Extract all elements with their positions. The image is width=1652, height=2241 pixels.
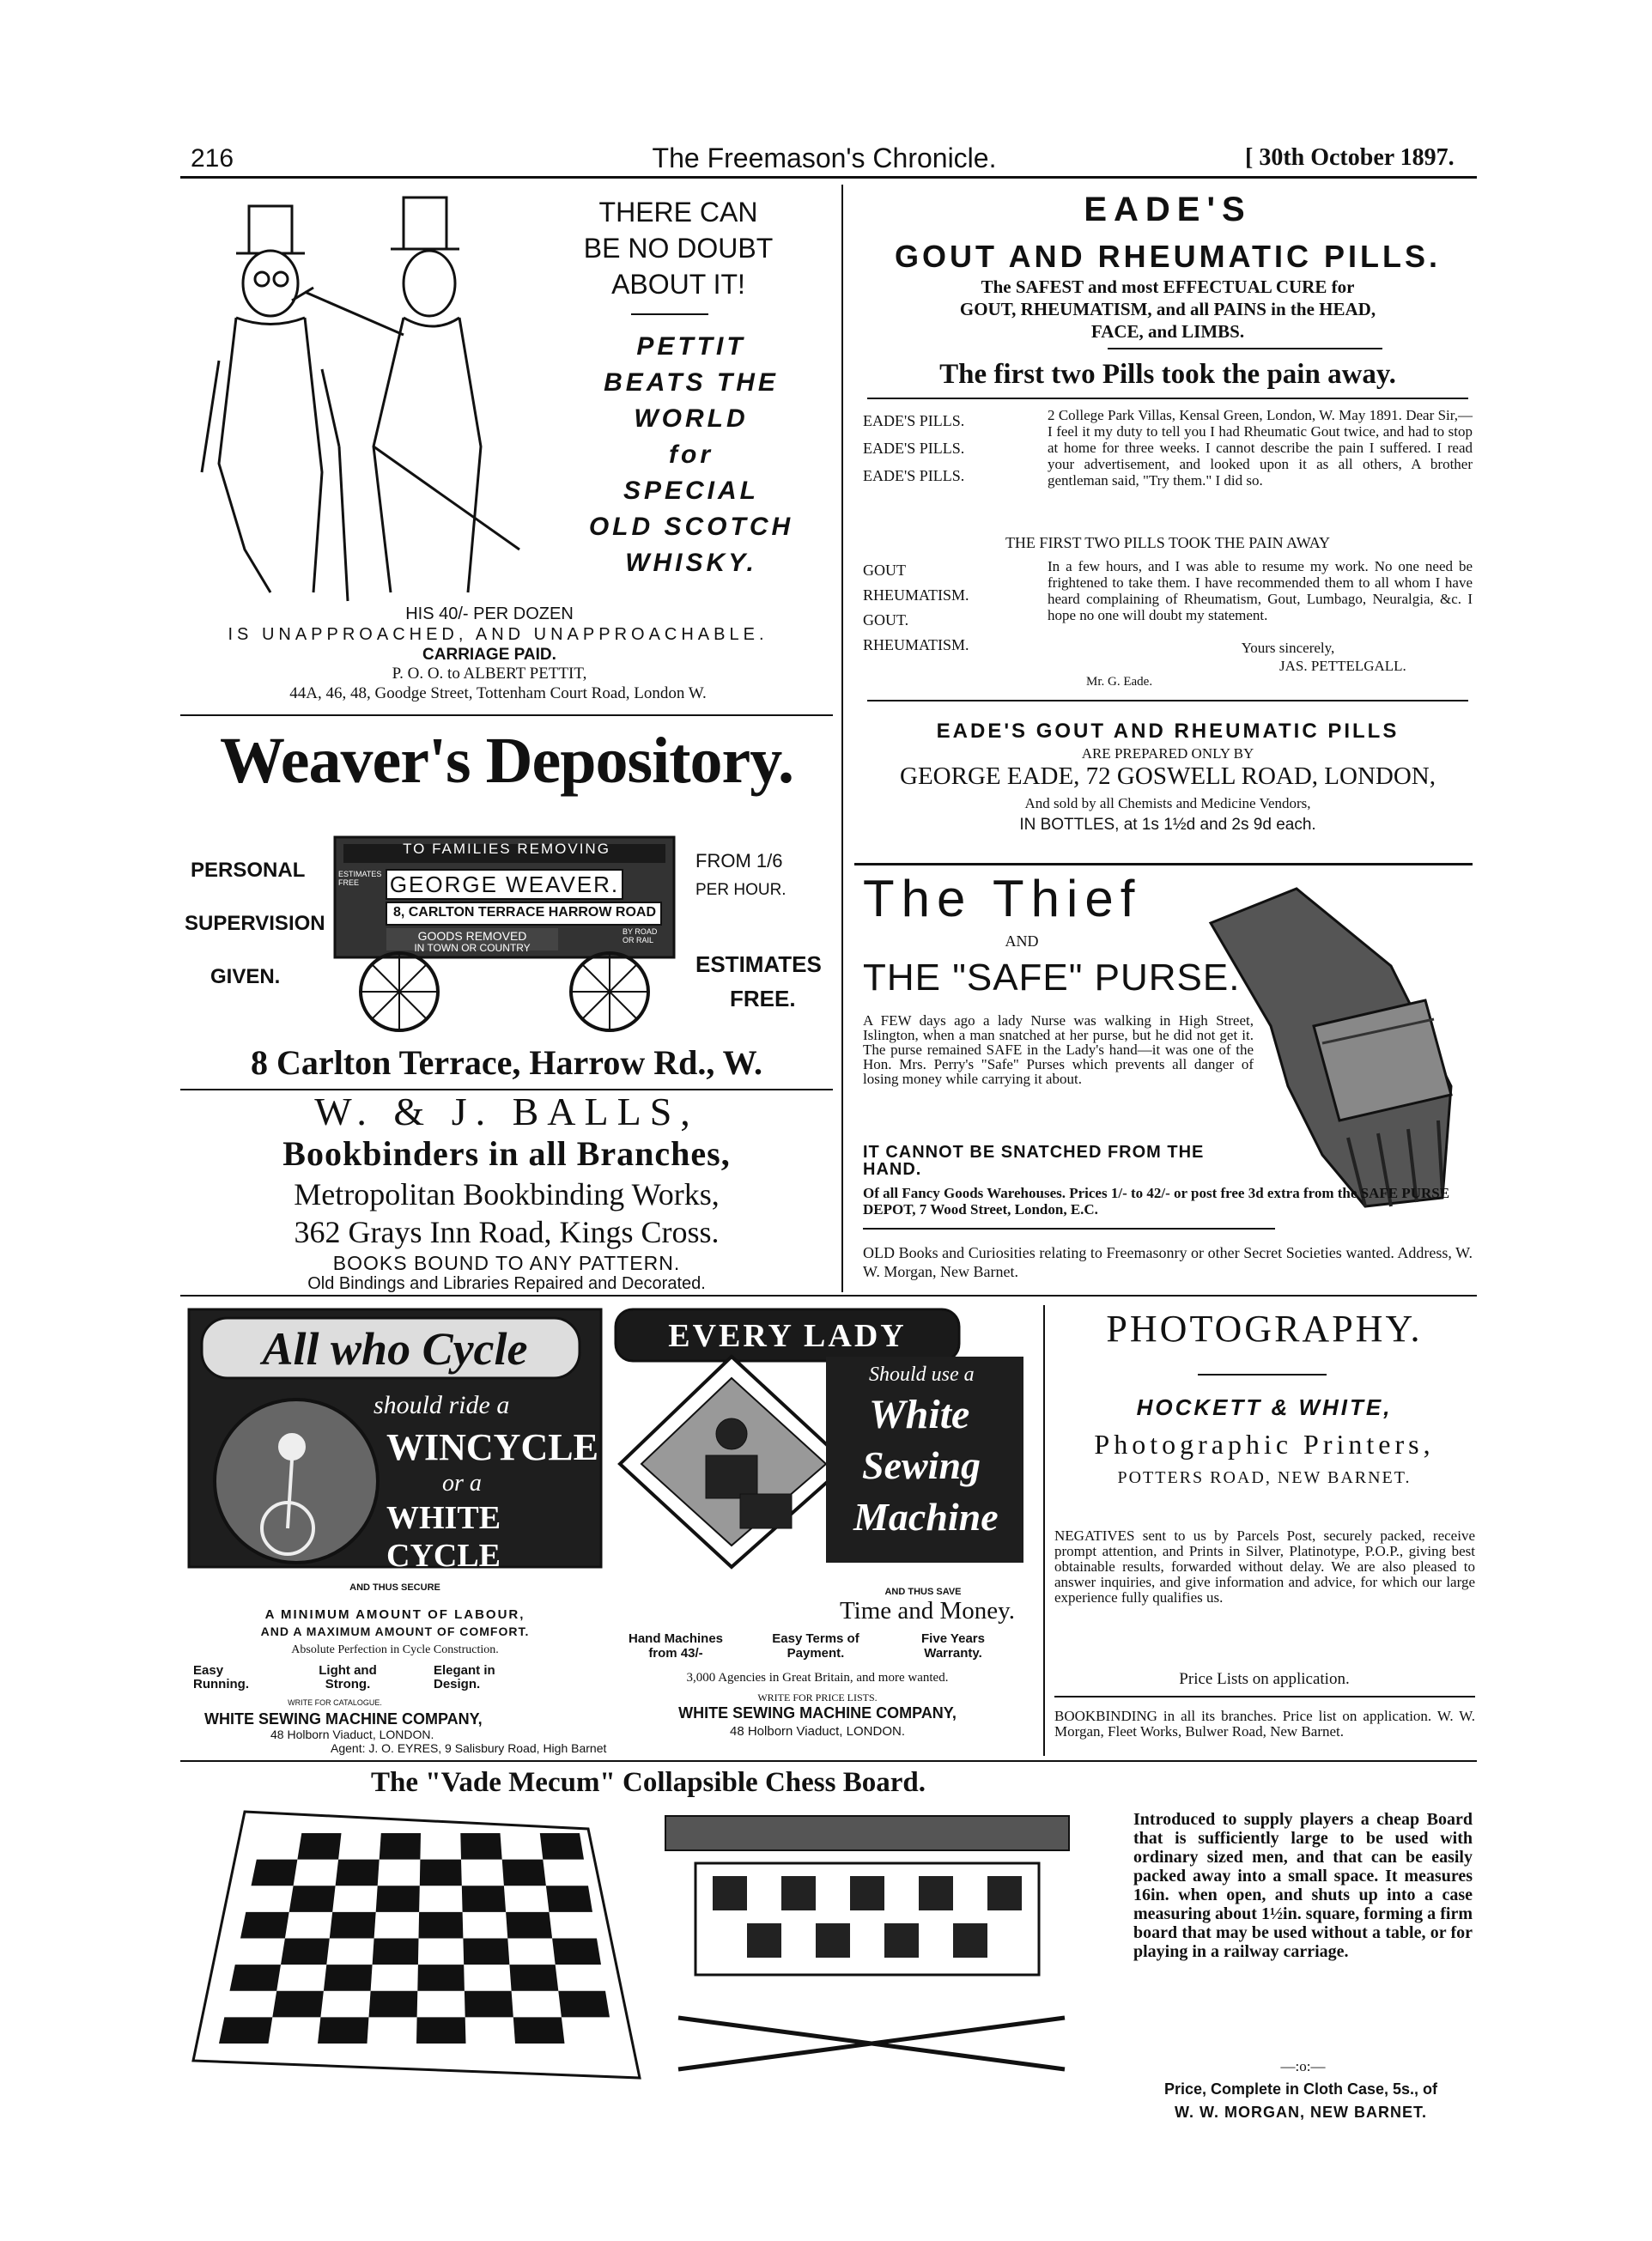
chess-square bbox=[506, 1912, 552, 1939]
sewing-company: WHITE SEWING MACHINE COMPANY, bbox=[678, 1704, 957, 1722]
cycle-write: WRITE FOR CATALOGUE. bbox=[288, 1698, 382, 1707]
cycle-should: should ride a bbox=[374, 1391, 510, 1419]
cycle-address: 48 Holborn Viaduct, LONDON. bbox=[270, 1728, 434, 1741]
eades-letter-1: 2 College Park Villas, Kensal Green, London, W. May 1891. Dear Sir,—I feel it my duty to tell you I had Rheumatic Gout twice, and had to stop at home for three weeks. I cannot describe the pain I suffered. I read your advertisement, and looked upon it as all others, A brother gentleman said, "Try them." I did so. bbox=[1048, 407, 1473, 489]
photo-price-lists: Price Lists on application. bbox=[1179, 1670, 1350, 1688]
claim-line: PETTIT bbox=[636, 332, 746, 361]
eades-rule-1 bbox=[1108, 348, 1382, 349]
claim-line: BEATS THE bbox=[604, 368, 779, 397]
journal-title: The Freemason's Chronicle. bbox=[652, 143, 997, 173]
thief-subtitle: THE "SAFE" PURSE. bbox=[863, 957, 1241, 999]
cycle-feature-3: Elegant in Design. bbox=[434, 1663, 495, 1691]
photo-trade: Photographic Printers, bbox=[1094, 1429, 1435, 1460]
chess-square bbox=[324, 1965, 373, 1991]
pettit-short-rule bbox=[631, 313, 708, 315]
chess-square bbox=[281, 1939, 330, 1965]
sewing-address: 48 Holborn Viaduct, LONDON. bbox=[730, 1724, 905, 1739]
chess-square bbox=[465, 1991, 513, 2018]
cycle-agent: Agent: J. O. EYRES, 9 Salisbury Road, High Barnet bbox=[331, 1741, 607, 1755]
eades-footer-title: EADE'S GOUT AND RHEUMATIC PILLS bbox=[936, 720, 1400, 743]
headline-line: ABOUT IT! bbox=[611, 269, 745, 300]
sewing-and-thus: AND THUS SAVE bbox=[884, 1587, 962, 1597]
weaver-free: FREE. bbox=[730, 986, 796, 1011]
chess-square bbox=[369, 1991, 418, 2018]
weaver-rate-2: PER HOUR. bbox=[695, 881, 787, 899]
weaver-estimates: ESTIMATES bbox=[695, 951, 822, 977]
cycle-perfection: Absolute Perfection in Cycle Construction. bbox=[291, 1643, 499, 1656]
cycle-brand-2: WHITE CYCLE bbox=[386, 1500, 501, 1574]
chess-square bbox=[219, 2017, 272, 2044]
eades-title: EADE'S bbox=[1084, 191, 1252, 228]
weaver-rate-1: FROM 1/6 bbox=[695, 850, 783, 872]
eades-label: EADE'S PILLS. bbox=[863, 440, 965, 457]
van-goods: GOODS REMOVED bbox=[417, 929, 527, 943]
chess-square bbox=[272, 1991, 324, 2018]
photo-title: PHOTOGRAPHY. bbox=[1106, 1308, 1423, 1350]
chess-price: Price, Complete in Cloth Case, 5s., of bbox=[1163, 2080, 1438, 2098]
weaver-left-1: PERSONAL bbox=[191, 859, 306, 882]
claim-line: WORLD bbox=[634, 404, 749, 433]
balls-title: W. & J. BALLS, bbox=[314, 1090, 699, 1133]
eades-desc-3: FACE, and LIMBS. bbox=[1090, 321, 1245, 342]
headline-line: BE NO DOUBT bbox=[583, 233, 774, 264]
eades-rule-2 bbox=[867, 398, 1468, 399]
column-divider-top bbox=[841, 185, 843, 1292]
cycle-feature-2: Light and Strong. bbox=[319, 1663, 377, 1691]
van-road: BY ROAD OR RAIL bbox=[623, 927, 658, 944]
photo-firm: HOCKETT & WHITE, bbox=[1136, 1394, 1393, 1420]
chess-square bbox=[558, 1991, 610, 2018]
cycle-line-1: A MINIMUM AMOUNT OF LABOUR, bbox=[264, 1607, 525, 1622]
chess-square bbox=[417, 1965, 465, 1991]
eades-rule-3 bbox=[867, 700, 1468, 701]
eades-letter-2: In a few hours, and I was able to resume my work. No one need be frightened to take them. I have recommended them to all whom I have heard complaining of Rheumatism, Gout, Lumbago, Neuralgia, &c. I hope no one will doubt my statement. bbox=[1048, 558, 1473, 623]
weaver-left-3: GIVEN. bbox=[210, 965, 281, 988]
chess-square bbox=[297, 1833, 341, 1860]
weaver-address: 8 Carlton Terrace, Harrow Rd., W. bbox=[251, 1043, 762, 1082]
header-rule bbox=[180, 176, 1477, 179]
page-number: 216 bbox=[191, 144, 234, 173]
eades-pain-headline: The first two Pills took the pain away. bbox=[939, 359, 1396, 390]
chess-title: The "Vade Mecum" Collapsible Chess Board. bbox=[371, 1767, 926, 1798]
eades-label: RHEUMATISM. bbox=[863, 586, 969, 604]
chess-square bbox=[336, 1860, 380, 1886]
claim-line: for bbox=[669, 440, 714, 469]
eades-label: EADE'S PILLS. bbox=[863, 467, 965, 484]
chess-description: Introduced to supply players a cheap Board that is sufficiently large to be used with ordinary sized men, and that can be easily packed away into a small space. It measures 16in. when open, and shuts up into a case measuring about 1½in. square, forming a firm board that may be used without a table, or for playing in a railway carriage. bbox=[1133, 1810, 1473, 1961]
eades-desc-2: GOUT, RHEUMATISM, and all PAINS in the HEAD, bbox=[959, 299, 1376, 319]
pettit-price: HIS 40/- PER DOZEN bbox=[405, 604, 574, 623]
chess-square bbox=[252, 1860, 298, 1886]
pettit-claim bbox=[567, 329, 816, 581]
eades-subtitle: GOUT AND RHEUMATIC PILLS. bbox=[895, 239, 1441, 274]
van-address: 8, CARLTON TERRACE HARROW ROAD bbox=[392, 905, 657, 920]
chess-square bbox=[416, 2017, 466, 2044]
thief-caps: IT CANNOT BE SNATCHED FROM THE HAND. bbox=[863, 1143, 1205, 1179]
sewing-agencies: 3,000 Agencies in Great Britain, and more wanted. bbox=[686, 1671, 949, 1685]
chess-square bbox=[419, 1912, 464, 1939]
chess-square bbox=[373, 1939, 419, 1965]
chess-divider: —:o:— bbox=[1280, 2058, 1326, 2074]
sewing-feature-2: Easy Terms of Payment. bbox=[772, 1631, 859, 1661]
eades-signature: JAS. PETTELGALL. bbox=[1279, 658, 1406, 674]
chess-square bbox=[502, 1860, 546, 1886]
photo-rule bbox=[1198, 1374, 1327, 1376]
sewing-brand-1: White bbox=[869, 1392, 970, 1437]
chess-square bbox=[462, 1886, 506, 1912]
sewing-should: Should use a bbox=[869, 1363, 975, 1386]
thief-body: A FEW days ago a lady Nurse was walking in High Street, Islington, when a man snatched at her purse, but he did not get it. The purse remained SAFE in the Lady's hand—it was one of the Hon. Mrs. Perry's "Safe" Purses which prevents all danger of losing money while carrying it about. bbox=[863, 1012, 1254, 1087]
balls-line-1: Bookbinders in all Branches, bbox=[282, 1134, 731, 1173]
sewing-save: Time and Money. bbox=[839, 1597, 1016, 1625]
van-banner: TO FAMILIES REMOVING bbox=[403, 841, 610, 857]
photo-bottom-rule bbox=[1054, 1696, 1475, 1697]
balls-line-5: Old Bindings and Libraries Repaired and Decorated. bbox=[307, 1274, 706, 1293]
eades-label: GOUT bbox=[863, 562, 906, 579]
balls-line-3: 362 Grays Inn Road, Kings Cross. bbox=[294, 1215, 720, 1249]
sewing-advert-panel bbox=[611, 1305, 1032, 1571]
eades-desc-1: The SAFEST and most EFFECTUAL CURE for bbox=[981, 276, 1355, 297]
chess-square bbox=[546, 1886, 592, 1912]
chess-square bbox=[509, 1965, 558, 1991]
balls-line-2: Metropolitan Bookbinding Works, bbox=[294, 1177, 720, 1212]
chess-square bbox=[380, 1833, 421, 1860]
eades-closing: Yours sincerely, bbox=[1241, 640, 1335, 656]
eades-labels-2 bbox=[863, 558, 1035, 658]
eades-label: RHEUMATISM. bbox=[863, 636, 969, 653]
issue-date: [ 30th October 1897. bbox=[1245, 144, 1455, 171]
cycle-and-thus: AND THUS SECURE bbox=[349, 1582, 440, 1593]
cycle-brand-1: WINCYCLE bbox=[386, 1426, 598, 1468]
cycle-line-2: AND A MAXIMUM AMOUNT OF COMFORT. bbox=[260, 1625, 530, 1638]
photo-body: NEGATIVES sent to us by Parcels Post, securely packed, receive prompt attention, and Prints in Silver, Platinotype, P.O.P., giving best obtainable results, forwarded without delay. We are also pleased to answer inquiries, and give information and advice, for which our large experience fully qualifies us. bbox=[1054, 1527, 1475, 1606]
photo-address: POTTERS ROAD, NEW BARNET. bbox=[1117, 1468, 1412, 1487]
claim-line: SPECIAL bbox=[623, 477, 760, 505]
chess-square bbox=[240, 1912, 289, 1939]
sewing-write: WRITE FOR PRICE LISTS. bbox=[757, 1691, 878, 1704]
weaver-title: Weaver's Depository. bbox=[219, 725, 794, 797]
photo-bookbinding: BOOKBINDING in all its branches. Price list on application. W. W. Morgan, Fleet Works, Bulwer Road, New Barnet. bbox=[1054, 1708, 1475, 1740]
eades-label: GOUT. bbox=[863, 611, 909, 629]
cycle-banner: All who Cycle bbox=[262, 1323, 528, 1375]
chess-square bbox=[330, 1912, 376, 1939]
eades-label: EADE'S PILLS. bbox=[863, 412, 965, 429]
balls-line-4: BOOKS BOUND TO ANY PATTERN. bbox=[332, 1252, 681, 1274]
sewing-feature-3: Five Years Warranty. bbox=[921, 1631, 985, 1661]
chess-square bbox=[513, 2017, 565, 2044]
pettit-carriage: CARRIAGE PAID. bbox=[422, 646, 556, 664]
claim-line: OLD SCOTCH bbox=[588, 513, 794, 541]
chess-square bbox=[230, 1965, 282, 1991]
cycle-company: WHITE SEWING MACHINE COMPANY, bbox=[204, 1710, 483, 1728]
middle-rule bbox=[180, 1295, 1477, 1297]
cycle-advert-panel bbox=[185, 1305, 605, 1574]
eades-mid-heading: THE FIRST TWO PILLS TOOK THE PAIN AWAY bbox=[1005, 534, 1331, 551]
column-divider-mid bbox=[1043, 1305, 1045, 1756]
chess-square bbox=[540, 1833, 584, 1860]
van-name: GEORGE WEAVER. bbox=[389, 872, 620, 897]
van-estimates: ESTIMATES FREE bbox=[338, 870, 382, 887]
chess-square bbox=[460, 1833, 501, 1860]
eades-prepared: ARE PREPARED ONLY BY bbox=[1081, 745, 1254, 762]
eades-sold: And sold by all Chemists and Medicine Vendors, bbox=[1024, 795, 1311, 811]
chess-square bbox=[318, 2017, 369, 2044]
cycle-or: or a bbox=[442, 1470, 482, 1497]
gentlemen-illustration bbox=[185, 189, 537, 618]
lower-rule bbox=[180, 1760, 1477, 1762]
thief-prices: Of all Fancy Goods Warehouses. Prices 1/- to 42/- or post free 3d extra from the SAFE PURSE DEPOT, 7 Wood Street, London, E.C. bbox=[863, 1185, 1450, 1218]
sewing-banner: EVERY LADY bbox=[668, 1318, 907, 1354]
pettit-rule bbox=[180, 714, 833, 716]
chess-board-open-illustration bbox=[185, 1803, 648, 2086]
removal-van-illustration bbox=[326, 820, 691, 1039]
pettit-headline bbox=[550, 194, 807, 302]
thief-rule bbox=[863, 1228, 1275, 1230]
van-town: IN TOWN OR COUNTRY bbox=[414, 942, 531, 954]
headline-line: THERE CAN bbox=[598, 197, 758, 228]
eades-maker: GEORGE EADE, 72 GOSWELL ROAD, LONDON, bbox=[900, 762, 1436, 790]
chess-square bbox=[552, 1939, 601, 1965]
sewing-brand-3: Machine bbox=[853, 1495, 999, 1539]
chess-square bbox=[463, 1939, 509, 1965]
thief-title: The Thief bbox=[863, 870, 1142, 927]
eades-bottom-rule bbox=[854, 863, 1473, 865]
chess-square bbox=[420, 1860, 462, 1886]
pettit-address: 44A, 46, 48, Goodge Street, Tottenham Court Road, London W. bbox=[289, 684, 707, 702]
pettit-unapproached: IS UNAPPROACHED, AND UNAPPROACHABLE. bbox=[228, 625, 768, 644]
eades-labels-1 bbox=[863, 407, 1035, 489]
chess-square bbox=[289, 1886, 336, 1912]
sewing-brand-2: Sewing bbox=[862, 1443, 981, 1487]
sewing-feature-1: Hand Machines from 43/- bbox=[628, 1631, 724, 1661]
thief-and: AND bbox=[1005, 932, 1039, 950]
weaver-left-2: SUPERVISION bbox=[185, 912, 325, 935]
claim-line: WHISKY. bbox=[625, 549, 757, 577]
cycle-feature-1: Easy Running. bbox=[193, 1663, 249, 1691]
chess-square bbox=[376, 1886, 420, 1912]
pettit-poo: P. O. O. to ALBERT PETTIT, bbox=[392, 665, 587, 683]
eades-addressee: Mr. G. Eade. bbox=[1086, 675, 1153, 689]
eades-bottles: IN BOTTLES, at 1s 1½d and 2s 9d each. bbox=[1019, 816, 1316, 834]
chess-seller: W. W. MORGAN, NEW BARNET. bbox=[1175, 2104, 1427, 2121]
chess-board-folded-illustration bbox=[661, 1812, 1108, 2104]
old-books-ad: OLD Books and Curiosities relating to Freemasonry or other Secret Societies wanted. Address, W. W. Morgan, New Barnet. bbox=[863, 1244, 1473, 1280]
